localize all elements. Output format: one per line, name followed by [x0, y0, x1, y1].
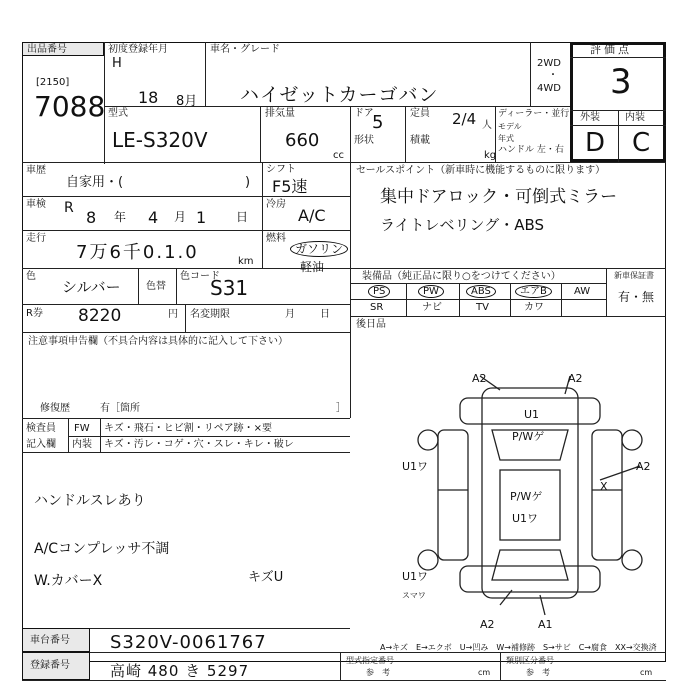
- new-car-value: 有・無: [618, 290, 655, 304]
- left-side-panel: [438, 430, 468, 560]
- yen-label: 円: [168, 309, 178, 320]
- int-grade: C: [632, 128, 651, 158]
- divider: [104, 106, 570, 107]
- divider: [22, 680, 666, 681]
- divider: [262, 196, 350, 197]
- car-name: ハイゼットカーゴバン: [240, 84, 439, 106]
- divider: [570, 57, 666, 58]
- ac-value: A/C: [298, 206, 326, 225]
- right-side-panel: [592, 430, 622, 560]
- wheel-fr: [622, 430, 642, 450]
- wheel-fl: [418, 430, 438, 450]
- divider: [350, 268, 666, 269]
- equip-leather: カワ: [524, 302, 544, 313]
- divider: [350, 316, 666, 317]
- diagram-mark-a1-rear: A1: [538, 618, 553, 630]
- dealer-label: ディーラー・並行: [498, 109, 570, 119]
- inspection-year: 8: [86, 208, 97, 227]
- model-label: 型式: [108, 108, 128, 119]
- recycle-label: R券: [26, 308, 43, 319]
- year-unit: 年: [114, 210, 127, 224]
- sales-point-line1: 集中ドアロック・可倒式ミラー: [380, 187, 618, 207]
- divider: [350, 283, 606, 284]
- diagram-mark-pw-roof: P/Wゲ: [510, 490, 543, 503]
- divider: [22, 452, 350, 453]
- year-label: 年式: [498, 134, 514, 143]
- plate-number: 高崎 480 き 5297: [110, 662, 250, 680]
- divider: [205, 42, 206, 106]
- equip-airbag: エアB: [515, 285, 552, 298]
- drive-4wd: 4WD: [537, 83, 561, 94]
- note-line-3: W.カバーX: [34, 573, 103, 589]
- equip-ps: PS: [368, 285, 390, 298]
- diagram-mark-pw-front: P/Wゲ: [512, 430, 545, 443]
- divider: [262, 162, 263, 268]
- diagram-mark-a2-rear: A2: [480, 618, 495, 630]
- lot-bracket: [2150]: [36, 77, 70, 88]
- day-unit: 日: [236, 210, 249, 224]
- divider: [22, 652, 666, 653]
- fuel-diesel: 軽油: [300, 260, 325, 274]
- divider: [104, 42, 105, 164]
- divider: [22, 230, 262, 231]
- history-close: ): [245, 175, 251, 190]
- divider: [500, 652, 501, 680]
- fw-label: FW: [74, 423, 90, 434]
- diagram-mark-u1-front: U1: [524, 408, 540, 421]
- equipment-label: 装備品（純正品に限り○をつけてください）: [362, 271, 561, 282]
- grade-value: 3: [610, 62, 632, 102]
- cc-label: cc: [333, 150, 344, 161]
- divider: [22, 162, 666, 163]
- divider: [350, 299, 606, 300]
- diagram-mark-u1-roof: U1ワ: [512, 512, 539, 525]
- ext-grade: D: [585, 128, 606, 158]
- reg-year: 18: [138, 88, 159, 107]
- chassis-number: S320V-0061767: [110, 632, 267, 653]
- car-name-label: 車名・グレード: [210, 44, 280, 55]
- equip-sr: SR: [370, 302, 384, 313]
- new-car-label: 新車保証書: [614, 271, 654, 280]
- repair-close: ］: [336, 403, 346, 414]
- divider: [350, 106, 351, 162]
- first-reg-label: 初度登録年月: [108, 44, 168, 55]
- fw-items: キズ・飛石・ヒビ割・リペア跡・×要: [104, 423, 272, 434]
- sales-point-label: セールスポイント（新車時に機能するものに限ります）: [356, 165, 606, 176]
- equip-abs: ABS: [466, 285, 496, 298]
- divider: [185, 304, 186, 332]
- ac-label: 冷房: [266, 199, 286, 210]
- lot-number: 7088: [34, 90, 106, 123]
- history-value: 自家用・(: [66, 175, 124, 190]
- capacity-label: 定員: [410, 108, 430, 119]
- inspector-label-1: 検査員: [26, 423, 56, 434]
- people-label: 人: [482, 120, 492, 131]
- divider: [262, 230, 350, 231]
- km-label: km: [238, 256, 254, 267]
- divider: [510, 283, 511, 316]
- color-label: 色: [26, 271, 36, 282]
- divider: [22, 196, 262, 197]
- load-label: 積載: [410, 135, 430, 146]
- drive-2wd: 2WD: [537, 58, 561, 69]
- post-items-label: 後日品: [356, 319, 386, 330]
- class-label: 類別区分番号: [506, 656, 554, 665]
- color-value: シルバー: [62, 278, 121, 296]
- drive-dot: ・: [548, 70, 558, 81]
- divider: [350, 332, 351, 418]
- mark-line: [600, 466, 640, 480]
- doors-value: 5: [372, 112, 384, 133]
- inspector-label-2: 記入欄: [26, 439, 56, 450]
- wheel-rr: [622, 550, 642, 570]
- sales-point-line2: ライトレベリング・ABS: [380, 216, 545, 234]
- divider: [495, 106, 496, 162]
- color-change-label: 色替: [146, 281, 166, 292]
- name-change-day: 日: [320, 309, 330, 320]
- divider: [405, 106, 406, 162]
- divider: [561, 283, 562, 316]
- divider: [406, 283, 407, 316]
- car-damage-diagram: [400, 370, 660, 630]
- model-value: LE-S320V: [112, 128, 208, 152]
- divider: [68, 436, 350, 437]
- ref-label-1: 参 考: [366, 668, 390, 677]
- divider: [68, 418, 69, 452]
- color-code-value: S31: [210, 276, 249, 300]
- divider: [459, 283, 460, 316]
- divider: [606, 268, 607, 316]
- capacity-value: 2/4: [452, 110, 477, 128]
- lot-no-label: 出品番号: [27, 44, 67, 55]
- diagram-mark-x: X: [600, 480, 608, 493]
- inspection-era: R: [64, 200, 74, 216]
- divider: [340, 652, 341, 680]
- diagram-mark-a2-front-left: A2: [472, 372, 487, 385]
- model-label-2: モデル: [498, 122, 522, 131]
- repair-label: 修復歴: [40, 403, 70, 414]
- equip-tv: TV: [476, 302, 489, 313]
- wheel-rl: [418, 550, 438, 570]
- fuel-gas: [290, 244, 348, 255]
- note-line-2: A/Cコンプレッサ不調: [34, 541, 170, 557]
- diagram-mark-smawa: スマワ: [402, 591, 426, 600]
- shift-value: F5速: [272, 177, 308, 196]
- divider: [176, 268, 177, 304]
- diagram-mark-a2-right: A2: [636, 460, 651, 473]
- model-cert-label: 型式指定番号: [346, 656, 394, 665]
- displacement-label: 排気量: [265, 108, 295, 119]
- mileage-label: 走行: [26, 233, 46, 244]
- shape-label: 形状: [354, 135, 374, 146]
- reg-month: 8月: [176, 94, 198, 109]
- history-label: 車歴: [26, 165, 46, 176]
- note-line-1: ハンドルスレあり: [34, 493, 146, 509]
- plate-label: 登録番号: [30, 660, 70, 671]
- era: H: [112, 56, 122, 71]
- diagram-mark-u1-rear-left: U1ワ: [402, 570, 429, 583]
- doors-label: ドア: [354, 108, 374, 119]
- divider: [22, 304, 350, 305]
- divider: [350, 162, 351, 332]
- repair-bracket: 有［箇所: [100, 403, 140, 414]
- recycle-value: 8220: [78, 306, 122, 326]
- divider: [22, 418, 350, 419]
- diagram-mark-u1-left: U1ワ: [402, 460, 429, 473]
- ext-label: 外装: [580, 112, 600, 123]
- color-code-label: 色コード: [180, 271, 220, 282]
- inspection-day: 1: [196, 208, 207, 227]
- rear-window: [492, 550, 568, 580]
- grade-label: 評価点: [590, 43, 632, 56]
- int-label: 内装: [625, 112, 645, 123]
- displacement-value: 660: [285, 130, 320, 151]
- divider: [260, 106, 261, 162]
- kg-label: kg: [484, 150, 497, 161]
- ref-label-2: 参 考: [526, 668, 550, 677]
- roof: [500, 470, 560, 540]
- equip-aw: AW: [574, 286, 591, 297]
- equip-pw: PW: [418, 285, 444, 298]
- chassis-label: 車台番号: [30, 635, 70, 646]
- shift-label: シフト: [266, 164, 296, 175]
- handle-label: ハンドル 左・右: [498, 145, 564, 155]
- note-line-4: キズU: [248, 570, 284, 585]
- cm-label-1: cm: [478, 668, 491, 677]
- name-change-label: 名変期限: [190, 309, 230, 320]
- divider: [618, 110, 619, 162]
- fuel-gas-text: ガソリン: [290, 241, 348, 257]
- name-change-month: 月: [285, 309, 295, 320]
- cm-label-2: cm: [640, 668, 653, 677]
- diagram-mark-a2-front-right: A2: [568, 372, 583, 385]
- divider: [100, 418, 101, 452]
- interior-label: 内装: [72, 439, 92, 450]
- equip-navi: ナビ: [422, 302, 442, 313]
- month-unit: 月: [174, 210, 187, 224]
- divider: [530, 42, 531, 106]
- divider: [138, 268, 139, 304]
- mileage-value: 7万6千0.1.0: [76, 242, 199, 263]
- divider: [22, 332, 350, 333]
- fuel-label: 燃料: [266, 233, 286, 244]
- notes-label: 注意事項申告欄（不具合内容は具体的に記入して下さい）: [28, 336, 288, 347]
- rear-bumper: [460, 566, 600, 592]
- inspection-label: 車検: [26, 199, 46, 210]
- diagram-legend: A→キズ E→エクボ U→凹み W→補修跡 S→サビ C→腐食 XX→交換済: [380, 643, 657, 652]
- inspection-month: 4: [148, 208, 159, 227]
- interior-items: キズ・汚レ・コゲ・穴・スレ・キレ・破レ: [104, 439, 294, 450]
